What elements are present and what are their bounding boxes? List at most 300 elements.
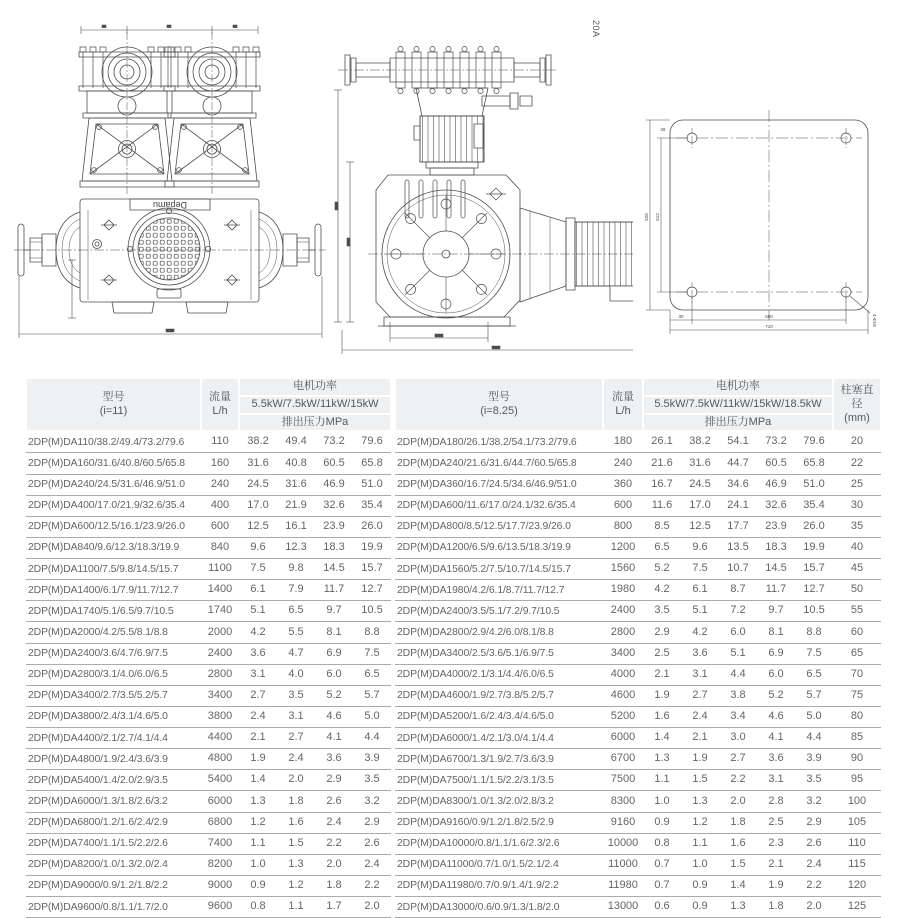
table-row [395,559,881,580]
col-header-discharge-pressure: 排出压力MPa [239,414,391,432]
p2-cell: 1.1 [277,897,315,918]
p3-cell: 2.9 [315,770,353,791]
model-cell: 2DP(M)DA7400/1.1/1.5/2.2/2.6 [26,833,201,854]
table-row [26,453,391,474]
p2-cell: 2.4 [681,706,719,727]
model-header-label: 型号 [488,390,510,403]
model-cell: 2DP(M)DA2800/3.1/4.0/6.0/6.5 [26,664,201,685]
dia-cell: 22 [833,453,881,474]
p4-cell: 2.2 [353,875,391,896]
plunger-unit-label: (mm) [844,411,870,424]
p2-cell: 4.0 [277,664,315,685]
p4-cell: 1.9 [757,875,795,896]
p3-cell: 4.6 [315,706,353,727]
model-cell: 2DP(M)DA1400/6.1/7.9/11.7/12.7 [26,580,201,601]
p4-cell: 1.8 [757,897,795,918]
p2-cell: 3.1 [277,706,315,727]
p3-cell: 3.6 [315,749,353,770]
flow-unit-label: L/h [615,404,631,417]
p4-cell: 65.8 [353,453,391,474]
model-cell: 2DP(M)DA2800/2.9/4.2/6.0/8.1/8.8 [395,622,603,643]
p3-cell: 3.4 [719,706,757,727]
p4-cell: 73.2 [757,431,795,453]
col-header-flow [603,378,643,431]
p5-cell: 3.5 [795,770,833,791]
model-cell: 2DP(M)DA5200/1.6/2.4/3.4/4.6/5.0 [395,706,603,727]
p1-cell: 1.4 [643,728,681,749]
p2-cell: 31.6 [277,474,315,495]
model-cell: 2DP(M)DA240/21.6/31.6/44.7/60.5/65.8 [395,453,603,474]
p4-cell: 2.8 [757,791,795,812]
flow-cell: 13000 [603,897,643,918]
p2-cell: 2.0 [277,770,315,791]
p2-cell: 6.1 [681,580,719,601]
table-row [26,749,391,770]
col-header-discharge-pressure: 排出压力MPa [643,414,833,432]
spec-table-i11 [25,377,392,918]
flow-cell: 8200 [201,854,239,875]
table-row [26,685,391,706]
p2-cell: 1.3 [277,854,315,875]
p1-cell: 0.9 [643,812,681,833]
flow-cell: 6700 [603,749,643,770]
model-ratio-label: (i=8.25) [480,404,518,417]
p2-cell: 17.0 [681,495,719,516]
model-cell: 2DP(M)DA1560/5.2/7.5/10.7/14.5/15.7 [395,559,603,580]
p2-cell: 2.1 [681,728,719,749]
dia-cell: 65 [833,643,881,664]
flow-cell: 5200 [603,706,643,727]
p5-cell: 7.5 [795,643,833,664]
p2-cell: 31.6 [681,453,719,474]
dia-cell: 45 [833,559,881,580]
p2-cell: 2.7 [277,728,315,749]
col-header-motor-power: 电机功率 [239,378,391,396]
flow-cell: 6800 [201,812,239,833]
p2-cell: 9.6 [681,537,719,558]
p5-cell: 2.6 [795,833,833,854]
p1-cell: 0.6 [643,897,681,918]
model-cell: 2DP(M)DA4400/2.1/2.7/4.1/4.4 [26,728,201,749]
flow-cell: 9160 [603,812,643,833]
model-cell: 2DP(M)DA6000/1.4/2.1/3.0/4.1/4.4 [395,728,603,749]
flow-cell: 240 [603,453,643,474]
p1-cell: 9.6 [239,537,277,558]
model-cell: 2DP(M)DA9160/0.9/1.2/1.8/2.5/2.9 [395,812,603,833]
model-cell: 2DP(M)DA5400/1.4/2.0/2.9/3.5 [26,770,201,791]
p1-cell: 1.4 [239,770,277,791]
p3-cell: 1.7 [315,897,353,918]
p4-cell: 4.1 [757,728,795,749]
dia-cell: 110 [833,833,881,854]
p4-cell: 2.5 [757,812,795,833]
sheet-code-label: 20A [591,20,601,38]
table-row [395,580,881,601]
p3-cell: 11.7 [315,580,353,601]
p2-cell: 12.5 [681,516,719,537]
dia-cell: 75 [833,685,881,706]
model-cell: 2DP(M)DA3800/2.4/3.1/4.6/5.0 [26,706,201,727]
p5-cell: 26.0 [795,516,833,537]
dia-cell: 80 [833,706,881,727]
p4-cell: 2.0 [353,897,391,918]
p1-cell: 0.7 [643,854,681,875]
p1-cell: 26.1 [643,431,681,453]
p4-cell: 19.9 [353,537,391,558]
table-row [26,770,391,791]
flow-header-label: 流量 [209,390,231,403]
p3-cell: 6.9 [315,643,353,664]
dia-cell: 50 [833,580,881,601]
hole-note: 4-Φ18 [872,314,877,327]
dim-left-outer: 528 [644,213,649,221]
p2-cell: 7.9 [277,580,315,601]
p4-cell: 51.0 [353,474,391,495]
table-row [26,897,391,918]
p4-cell: 6.5 [353,664,391,685]
p3-cell: 54.1 [719,431,757,453]
p5-cell: 6.5 [795,664,833,685]
p2-cell: 21.9 [277,495,315,516]
p5-cell: 2.4 [795,854,833,875]
flow-cell: 3400 [603,643,643,664]
flow-cell: 110 [201,431,239,453]
dia-cell: 85 [833,728,881,749]
p5-cell: 2.9 [795,812,833,833]
dim-bottom-left: 30 [678,314,684,319]
table-row [395,749,881,770]
col-header-motor-power: 电机功率 [643,378,833,396]
p1-cell: 2.1 [239,728,277,749]
p1-cell: 1.0 [643,791,681,812]
dia-cell: 60 [833,622,881,643]
p3-cell: 73.2 [315,431,353,453]
model-cell: 2DP(M)DA800/8.5/12.5/17.7/23.9/26.0 [395,516,603,537]
model-cell: 2DP(M)DA10000/0.8/1.1/1.6/2.3/2.6 [395,833,603,854]
p5-cell: 3.9 [795,749,833,770]
p4-cell: 46.9 [757,474,795,495]
p3-cell: 9.7 [315,601,353,622]
p1-cell: 16.7 [643,474,681,495]
table-row [26,854,391,875]
flow-cell: 1980 [603,580,643,601]
table-row [26,516,391,537]
p4-cell: 5.0 [353,706,391,727]
table-row [26,833,391,854]
table-row [395,453,881,474]
p1-cell: 6.5 [643,537,681,558]
p1-cell: 3.5 [643,601,681,622]
p3-cell: 2.4 [315,812,353,833]
flow-cell: 1740 [201,601,239,622]
p4-cell: 18.3 [757,537,795,558]
p2-cell: 1.5 [277,833,315,854]
p1-cell: 0.8 [643,833,681,854]
p5-cell: 12.7 [795,580,833,601]
p4-cell: 6.9 [757,643,795,664]
p3-cell: 3.8 [719,685,757,706]
table-row [26,728,391,749]
model-cell: 2DP(M)DA840/9.6/12.3/18.3/19.9 [26,537,201,558]
p2-cell: 24.5 [681,474,719,495]
flow-cell: 7400 [201,833,239,854]
p4-cell: 60.5 [757,453,795,474]
flow-cell: 1400 [201,580,239,601]
flow-cell: 180 [603,431,643,453]
dia-cell: 30 [833,495,881,516]
dia-cell: 55 [833,601,881,622]
p1-cell: 6.1 [239,580,277,601]
table-row [395,812,881,833]
p2-cell: 3.5 [277,685,315,706]
p1-cell: 5.1 [239,601,277,622]
flow-cell: 600 [201,516,239,537]
table-row [395,833,881,854]
model-cell: 2DP(M)DA400/17.0/21.9/32.6/35.4 [26,495,201,516]
p1-cell: 1.0 [239,854,277,875]
flow-cell: 10000 [603,833,643,854]
p1-cell: 17.0 [239,495,277,516]
dim-bottom-overall: 710 [765,324,773,329]
p1-cell: 1.9 [643,685,681,706]
p3-cell: 2.2 [315,833,353,854]
p2-cell: 2.7 [681,685,719,706]
p4-cell: 3.6 [757,749,795,770]
p4-cell: 35.4 [353,495,391,516]
p4-cell: 15.7 [353,559,391,580]
flow-cell: 2800 [603,622,643,643]
p2-cell: 0.9 [681,897,719,918]
flow-cell: 4800 [201,749,239,770]
p4-cell: 3.5 [353,770,391,791]
p1-cell: 0.8 [239,897,277,918]
table-row [395,728,881,749]
p2-cell: 5.5 [277,622,315,643]
flow-cell: 11000 [603,854,643,875]
flow-cell: 1560 [603,559,643,580]
table-row [395,854,881,875]
p4-cell: 79.6 [353,431,391,453]
p3-cell: 44.7 [719,453,757,474]
p3-cell: 1.6 [719,833,757,854]
col-header-flow [201,378,239,431]
p4-cell: 5.2 [757,685,795,706]
p4-cell: 23.9 [757,516,795,537]
p5-cell: 19.9 [795,537,833,558]
p5-cell: 15.7 [795,559,833,580]
dia-cell: 40 [833,537,881,558]
p3-cell: 10.7 [719,559,757,580]
flow-cell: 240 [201,474,239,495]
model-cell: 2DP(M)DA180/26.1/38.2/54.1/73.2/79.6 [395,431,603,453]
p3-cell: 8.1 [315,622,353,643]
pump-side-view-drawing [328,22,633,357]
model-cell: 2DP(M)DA4000/2.1/3.1/4.4/6.0/6.5 [395,664,603,685]
flow-cell: 4600 [603,685,643,706]
model-ratio-label: (i=11) [99,404,128,417]
p3-cell: 13.5 [719,537,757,558]
p2-cell: 1.2 [681,812,719,833]
table-row [26,580,391,601]
model-cell: 2DP(M)DA600/12.5/16.1/23.9/26.0 [26,516,201,537]
dia-cell: 120 [833,875,881,896]
dia-cell: 95 [833,770,881,791]
p4-cell: 2.3 [757,833,795,854]
p2-cell: 3.1 [681,664,719,685]
p3-cell: 4.4 [719,664,757,685]
table-row [26,706,391,727]
p1-cell: 1.1 [239,833,277,854]
p2-cell: 1.1 [681,833,719,854]
p4-cell: 2.6 [353,833,391,854]
p1-cell: 1.9 [239,749,277,770]
flow-cell: 7500 [603,770,643,791]
model-cell: 2DP(M)DA6800/1.2/1.6/2.4/2.9 [26,812,201,833]
flow-cell: 1100 [201,559,239,580]
p3-cell: 2.0 [719,791,757,812]
p1-cell: 7.5 [239,559,277,580]
p2-cell: 4.2 [681,622,719,643]
pump-front-view-drawing [12,22,330,357]
p2-cell: 1.2 [277,875,315,896]
p2-cell: 7.5 [681,559,719,580]
model-header-label: 型号 [102,390,125,403]
p1-cell: 5.2 [643,559,681,580]
p1-cell: 1.2 [239,812,277,833]
flow-cell: 6000 [603,728,643,749]
p3-cell: 14.5 [315,559,353,580]
p1-cell: 12.5 [239,516,277,537]
table-row [26,537,391,558]
model-cell: 2DP(M)DA1980/4.2/6.1/8.7/11.7/12.7 [395,580,603,601]
p1-cell: 3.6 [239,643,277,664]
p3-cell: 1.5 [719,854,757,875]
p2-cell: 38.2 [681,431,719,453]
p1-cell: 3.1 [239,664,277,685]
p3-cell: 17.7 [719,516,757,537]
p4-cell: 3.9 [353,749,391,770]
model-cell: 2DP(M)DA7500/1.1/1.5/2.2/3.1/3.5 [395,770,603,791]
p4-cell: 5.7 [353,685,391,706]
p3-cell: 18.3 [315,537,353,558]
table-row [26,601,391,622]
p1-cell: 2.4 [239,706,277,727]
p1-cell: 38.2 [239,431,277,453]
p4-cell: 14.5 [757,559,795,580]
model-cell: 2DP(M)DA360/16.7/24.5/34.6/46.9/51.0 [395,474,603,495]
dia-cell: 115 [833,854,881,875]
p2-cell: 3.6 [681,643,719,664]
p4-cell: 4.6 [757,706,795,727]
flow-cell: 5400 [201,770,239,791]
plunger-header-label: 柱塞直径 [840,384,874,410]
p3-cell: 60.5 [315,453,353,474]
p3-cell: 2.7 [719,749,757,770]
p5-cell: 65.8 [795,453,833,474]
p5-cell: 79.6 [795,431,833,453]
dia-cell: 35 [833,516,881,537]
p3-cell: 3.0 [719,728,757,749]
p2-cell: 1.0 [681,854,719,875]
flow-cell: 9000 [201,875,239,896]
p2-cell: 12.3 [277,537,315,558]
p4-cell: 2.1 [757,854,795,875]
model-cell: 2DP(M)DA1740/5.1/6.5/9.7/10.5 [26,601,201,622]
p2-cell: 1.5 [681,770,719,791]
p3-cell: 46.9 [315,474,353,495]
p1-cell: 4.2 [643,580,681,601]
flow-cell: 800 [603,516,643,537]
p2-cell: 49.4 [277,431,315,453]
flow-cell: 8300 [603,791,643,812]
p4-cell: 8.8 [353,622,391,643]
p5-cell: 5.0 [795,706,833,727]
table-row [26,791,391,812]
model-cell: 2DP(M)DA3400/2.5/3.6/5.1/6.9/7.5 [395,643,603,664]
p5-cell: 2.2 [795,875,833,896]
p1-cell: 8.5 [643,516,681,537]
p4-cell: 3.2 [353,791,391,812]
flow-cell: 4400 [201,728,239,749]
dia-cell: 125 [833,897,881,918]
table-row [26,875,391,896]
p1-cell: 24.5 [239,474,277,495]
flow-cell: 2000 [201,622,239,643]
p5-cell: 3.2 [795,791,833,812]
flow-cell: 600 [603,495,643,516]
flow-cell: 2400 [603,601,643,622]
p3-cell: 23.9 [315,516,353,537]
dim-bottom-center: 650 [765,314,773,319]
table-row [26,643,391,664]
model-cell: 2DP(M)DA110/38.2/49.4/73.2/79.6 [26,431,201,453]
flow-cell: 11980 [603,875,643,896]
p4-cell: 10.5 [353,601,391,622]
p1-cell: 31.6 [239,453,277,474]
p3-cell: 24.1 [719,495,757,516]
p2-cell: 40.8 [277,453,315,474]
p5-cell: 10.5 [795,601,833,622]
table-row [395,516,881,537]
flow-cell: 6000 [201,791,239,812]
p4-cell: 26.0 [353,516,391,537]
p1-cell: 2.5 [643,643,681,664]
flow-cell: 840 [201,537,239,558]
p4-cell: 12.7 [353,580,391,601]
col-header-plunger-diameter [833,378,881,431]
p2-cell: 1.9 [681,749,719,770]
p3-cell: 1.3 [719,897,757,918]
table-row [26,474,391,495]
p3-cell: 4.1 [315,728,353,749]
model-cell: 2DP(M)DA160/31.6/40.8/60.5/65.8 [26,453,201,474]
p2-cell: 5.1 [681,601,719,622]
p4-cell: 11.7 [757,580,795,601]
p3-cell: 5.1 [719,643,757,664]
flow-cell: 160 [201,453,239,474]
table-row [395,791,881,812]
model-cell: 2DP(M)DA13000/0.6/0.9/1.3/1.8/2.0 [395,897,603,918]
dia-cell: 70 [833,664,881,685]
p2-cell: 2.4 [277,749,315,770]
flow-unit-label: L/h [212,404,228,417]
col-header-power-options: 5.5kW/7.5kW/11kW/15kW/18.5kW [643,396,833,414]
dia-cell: 100 [833,791,881,812]
table-row [395,643,881,664]
dia-cell: 105 [833,812,881,833]
model-cell: 2DP(M)DA6000/1.3/1.8/2.6/3.2 [26,791,201,812]
p2-cell: 6.5 [277,601,315,622]
